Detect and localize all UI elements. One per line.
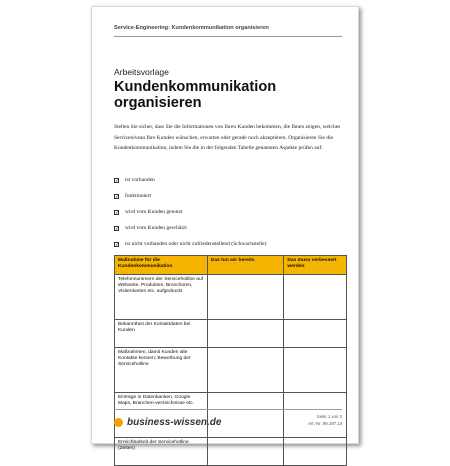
- table-row: [115, 438, 347, 466]
- table-cell-measure: Bekanntheit der Kontaktdaten bei Kunden: [115, 320, 208, 348]
- running-header: Service-Engineering: Kundenkommunikation organisieren: [114, 25, 269, 31]
- document-title: Kundenkommunikation organisieren: [114, 79, 277, 111]
- checklist-item: [114, 188, 266, 204]
- table-cell-done[interactable]: [207, 438, 284, 466]
- logo-dot-icon: [114, 418, 123, 427]
- checklist-item-label: ist nicht vorhanden oder nicht zufriedenstellend (Schwachstelle): [125, 241, 267, 247]
- checkbox-checked-icon: ✓: [115, 177, 120, 184]
- checklist-item: [114, 236, 266, 252]
- document-kicker: Arbeitsvorlage: [114, 67, 169, 77]
- table-cell-measure: Erreichbarkeit der Servicehotline (Zeiten): [115, 438, 208, 466]
- document-page: [91, 6, 359, 451]
- table-header-row: [115, 256, 347, 275]
- table-row: [115, 320, 347, 348]
- checklist-item: [114, 172, 266, 188]
- column-header-measure: Maßnahme für die Kundenkommunikation: [115, 256, 208, 275]
- page-info: [308, 413, 342, 427]
- table-cell-done[interactable]: [207, 275, 284, 320]
- table-cell-measure: Telefonnummern der Servicehotline auf Webseite, Produkten, Broschüren, Visitenkarten etc. aufgedruckt: [115, 275, 208, 320]
- table-row: [115, 275, 347, 320]
- checkbox-checked-icon: ✓: [115, 241, 120, 248]
- page-number: Seite 1 von 2: [316, 414, 342, 419]
- checklist-item-label: ist vorhanden: [125, 177, 155, 183]
- checklist-item-label: wird vom Kunden genutzt: [125, 209, 183, 215]
- logo-text: business-wissen.de: [127, 417, 222, 428]
- column-header-improve: Das muss verbessert werden: [284, 256, 347, 275]
- table-cell-improve[interactable]: [284, 438, 347, 466]
- column-header-done: Das tun wir bereits: [207, 256, 284, 275]
- communication-table: [114, 255, 347, 466]
- intro-paragraph: Stellen Sie sicher, dass Sie die Informationen von Ihren Kunden bekommen, die Ihnen zeigen, welches Serviceniveau Ihre Kunden wünschen, erwarten oder gerade noch akzeptieren. Organisieren Sie die Kundenkommunikation, indem Sie die in der folgenden Tabelle genannten Aspekte prüfen auf:: [114, 124, 341, 151]
- article-number: Art.-Nr. 99.197.14: [308, 421, 342, 426]
- checklist-item: [114, 220, 266, 236]
- header-divider: [114, 36, 342, 37]
- checklist: [114, 172, 266, 252]
- table-cell-done[interactable]: [207, 320, 284, 348]
- checklist-item: [114, 204, 266, 220]
- brand-logo: [114, 417, 221, 428]
- footer-divider: [114, 409, 342, 410]
- checkbox-checked-icon: ✓: [115, 225, 120, 232]
- table-cell-measure: Maßnahmen, damit Kunden alle Kontakte kennen; Bewerbung der Servicehotline: [115, 348, 208, 393]
- table-cell-measure: Einträge in Datenbanken, Google Maps, Branchen-verzeichnisse etc.: [115, 393, 208, 438]
- checklist-item-label: funktioniert: [125, 193, 151, 199]
- table-cell-improve[interactable]: [284, 275, 347, 320]
- table-cell-improve[interactable]: [284, 348, 347, 393]
- checkbox-checked-icon: ✓: [115, 193, 120, 200]
- checklist-item-label: wird vom Kunden geschätzt: [125, 225, 187, 231]
- table-row: [115, 348, 347, 393]
- table-cell-done[interactable]: [207, 393, 284, 438]
- checkbox-checked-icon: ✓: [115, 209, 120, 216]
- table-cell-done[interactable]: [207, 348, 284, 393]
- table-cell-improve[interactable]: [284, 320, 347, 348]
